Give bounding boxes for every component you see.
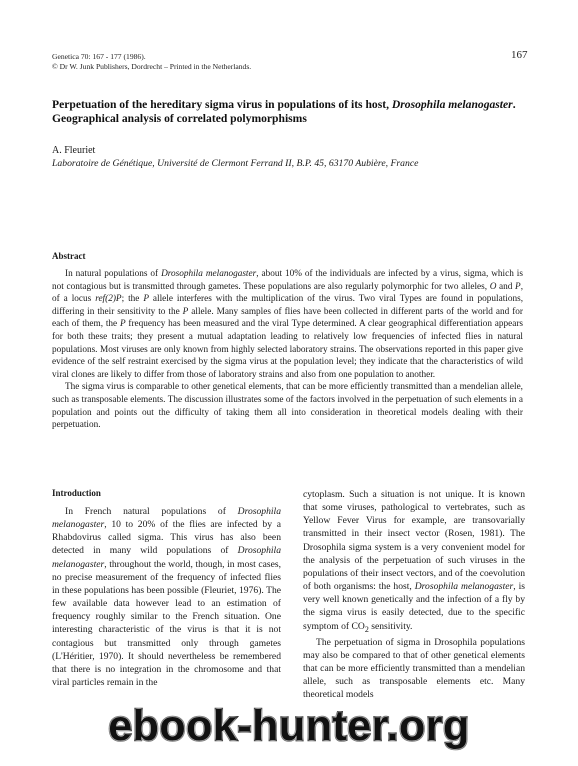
copyright-line: © Dr W. Junk Publishers, Dordrecht – Printed in the Netherlands.: [52, 62, 252, 71]
text-span: In natural populations of: [65, 269, 162, 279]
body-paragraph: [303, 488, 525, 636]
abstract-paragraph: [52, 268, 523, 381]
text-span: allele. Many samples of flies have been collected in different parts of the world and for each of them, the: [52, 306, 524, 330]
title-species: Drosophila melanogaster: [391, 98, 513, 111]
body-paragraph: [52, 505, 281, 689]
abstract-heading: Abstract: [52, 251, 86, 261]
text-span: allele interferes with the multiplication of the virus. Two viral Types are found in populations, differing in their sensitivity to the: [52, 294, 524, 317]
watermark-text: ebook-hunter.org: [108, 702, 470, 750]
introduction-right-column: [303, 488, 525, 701]
text-span: , about 10% of the individuals are infected by a virus, sigma, which is not contagious but is transmitted through gametes. These populations are also regularly polymorphic for two alleles,: [52, 269, 523, 292]
subscript: 2: [364, 624, 369, 634]
journal-citation: [52, 52, 251, 72]
paper-title: [52, 98, 532, 126]
italic-span: P: [182, 306, 189, 317]
introduction-heading: Introduction: [52, 488, 101, 498]
italic-span: Drosophila melanogaster: [161, 269, 257, 279]
text-span: and: [496, 281, 516, 292]
text-span: , of a locus: [52, 281, 523, 305]
author-name: A. Fleuriet: [52, 145, 96, 156]
italic-span: P: [119, 319, 126, 330]
abstract-body: [52, 268, 523, 432]
italic-span: Drosophila melanogaster: [414, 581, 514, 593]
text-span: cytoplasm. Such a situation is not unique. It is known that some viruses, pathological to vertebrates, such as Yellow Fever Virus for example, are transovarially transmitted in their insect vector (Rosen, 1981). The Drosophila sigma system is a very convenient model for the analysis of the perpetuation of such viruses in the populations of their insect vectors, and of the coevolution of both organisms: the host,: [303, 489, 525, 593]
journal-line: Genetica 70: 167 - 177 (1986).: [52, 52, 146, 61]
text-span: , 10 to 20% of the flies are infected by a Rhabdovirus called sigma. This virus has also been detected in many wild populations of: [52, 519, 281, 557]
text-span: frequency has been measured and the viral Type determined. A clear geographical differentiation appears for both these traits; they present a mutual adaptation leading to relatively low frequencies of infected flies in natural populations. Most viruses are only known from highly selected laboratory strains. The observations reported in this paper give evidence of the self restraint exercised by the sigma virus at the population level; they indicate that the characteristics of wild viral clones are likely to differ from those of laboratory strains and also from one population to another.: [52, 319, 524, 380]
body-paragraph: The perpetuation of sigma in Drosophila populations may also be compared to that of other genetical elements that can be more efficiently transmitted than a mendelian allele, such as transposable elements etc. Many theoretical models: [303, 636, 525, 701]
text-span: In French natural populations of: [65, 506, 238, 517]
italic-span: O: [489, 281, 497, 292]
text-span: , is very well known genetically and the infection of a fly by the sigma virus is easily detected, due to the specific symptom of CO: [303, 581, 525, 632]
italic-span: P: [143, 294, 149, 305]
text-span: sensitivity.: [368, 620, 413, 632]
introduction-left-column: [52, 505, 281, 689]
author-affiliation: Laboratoire de Génétique, Université de Clermont Ferrand II, B.P. 45, 63170 Aubière, France: [52, 158, 419, 169]
italic-span: ref(2)P: [95, 294, 122, 305]
title-part: Perpetuation of the hereditary sigma virus in populations of its host,: [52, 98, 392, 111]
abstract-paragraph: The sigma virus is comparable to other genetical elements, that can be more efficiently transmitted than a mendelian allele, such as transposable elements. The discussion illustrates some of the factors involved in the perpetuation of such elements in a population and points out the difficulty of taking them all into consideration in theoretical models dealing with their perpetuation.: [52, 382, 523, 431]
text-span: , throughout the world, though, in most cases, no precise measurement of the frequency of infected flies in these populations has been possible (Fleuriet, 1976). The few available data however lead to an estimation of frequency roughly similar to the French situation. One interesting characteristic of the virus is that it is not contagious but transmitted only through gametes (L'Héritier, 1970). It should nevertheless be remembered that there is no integration in the chromosome and that viral particles remain in the: [52, 558, 281, 689]
title-part: . Geographical analysis of correlated polymorphisms: [52, 98, 516, 125]
italic-span: P: [515, 281, 521, 292]
page-number: 167: [511, 49, 528, 61]
italic-span: Drosophila melanogaster: [52, 545, 281, 570]
text-span: ; the: [121, 294, 144, 305]
italic-span: Drosophila melanogaster: [52, 506, 281, 531]
